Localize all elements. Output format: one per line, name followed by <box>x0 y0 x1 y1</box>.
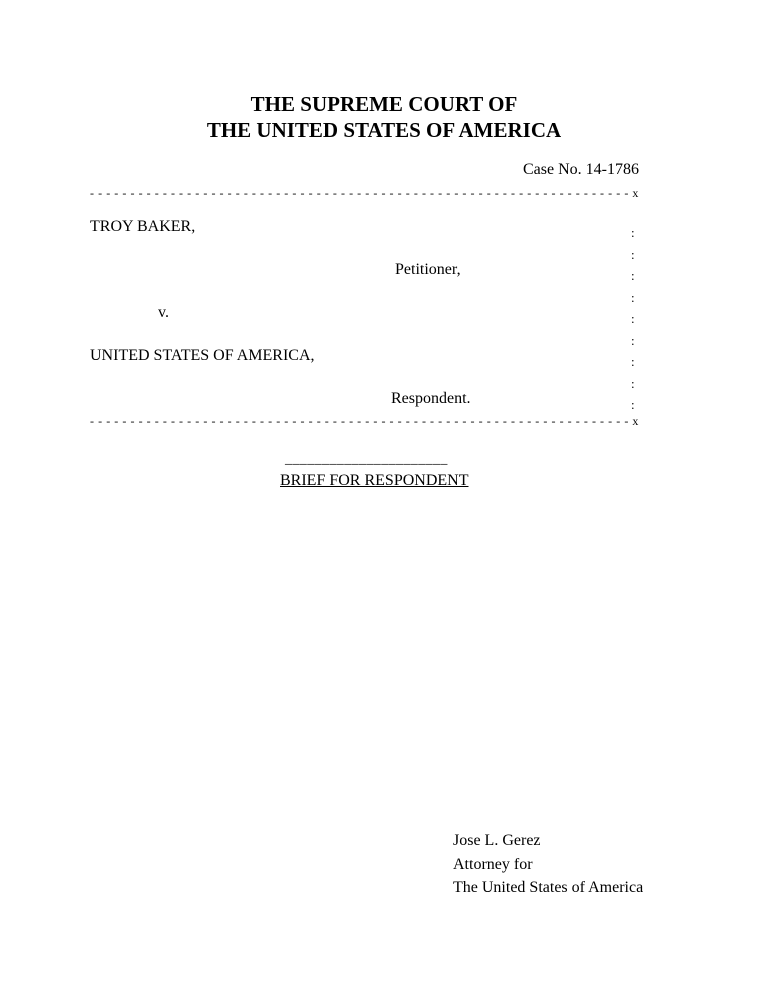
caption-top-separator: - - - - - - - - - - - - - - - - - - - - - - - - - - - - - - - - - - - - - - - - - - - - - - - - - - - - - - - - - - - - - - - - - - - x <box>90 186 639 200</box>
court-title-line-2: THE UNITED STATES OF AMERICA <box>206 118 562 142</box>
caption-bottom-separator: - - - - - - - - - - - - - - - - - - - - - - - - - - - - - - - - - - - - - - - - - - - - - - - - - - - - - - - - - - - - - - - - - - - x <box>90 414 639 428</box>
caption-colon-column <box>631 222 635 416</box>
case-number: Case No. 14-1786 <box>523 161 639 178</box>
caption-colon: : <box>631 354 635 369</box>
brief-title: BRIEF FOR RESPONDENT <box>280 472 469 489</box>
caption-colon: : <box>631 397 635 412</box>
respondent-name: UNITED STATES OF AMERICA, <box>90 347 315 364</box>
respondent-role: Respondent. <box>391 390 471 407</box>
court-title-line-1: THE SUPREME COURT OF <box>250 92 518 116</box>
brief-title-rule: ______________________ <box>285 452 448 467</box>
caption-colon: : <box>631 375 635 391</box>
attorney-role: Attorney for <box>453 856 533 873</box>
petitioner-role: Petitioner, <box>395 261 461 278</box>
caption-colon: : <box>631 289 635 305</box>
petitioner-name: TROY BAKER, <box>90 218 196 235</box>
caption-colon: : <box>631 268 635 283</box>
caption-colon: : <box>631 311 635 326</box>
attorney-name: Jose L. Gerez <box>453 832 541 849</box>
attorney-client: The United States of America <box>453 879 644 896</box>
versus-label: v. <box>158 304 169 321</box>
caption-colon: : <box>631 332 635 348</box>
caption-colon: : <box>631 246 635 262</box>
caption-colon: : <box>631 225 635 240</box>
